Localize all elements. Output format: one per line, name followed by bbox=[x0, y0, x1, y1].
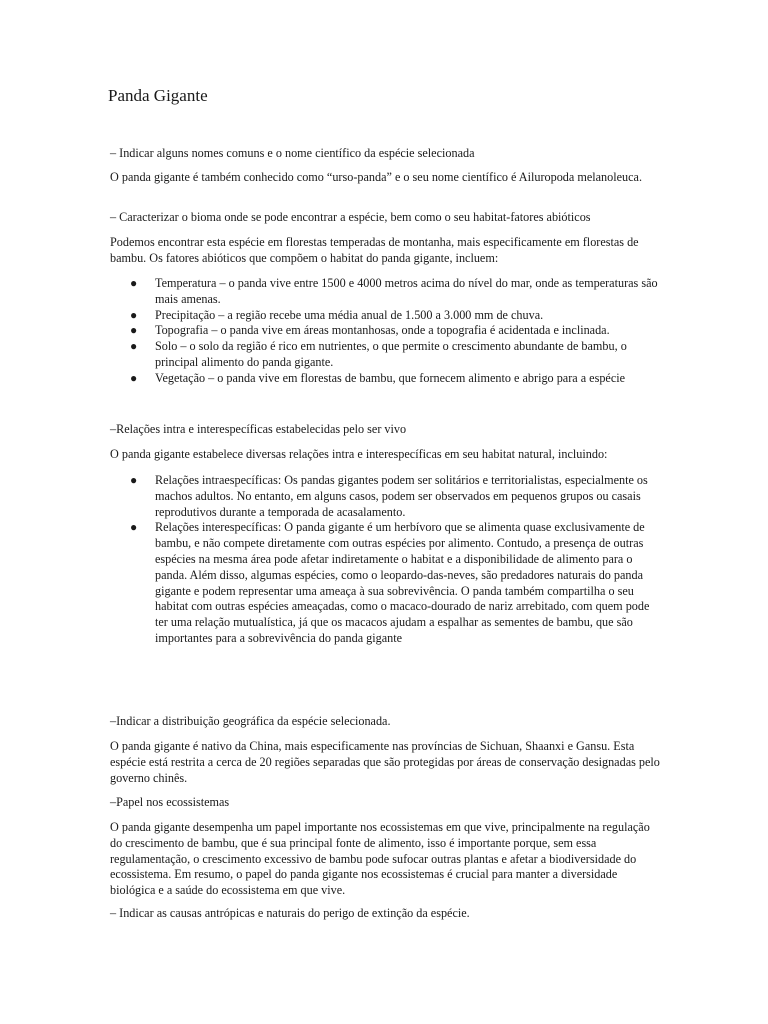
relations-list bbox=[110, 473, 665, 647]
list-item: ● Vegetação – o panda vive em florestas de bambu, que fornecem alimento e abrigo para a espécie bbox=[130, 370, 626, 385]
bullet-icon: ● bbox=[130, 339, 138, 354]
question-distribution: –Indicar a distribuição geográfica da espécie selecionada. bbox=[110, 714, 391, 728]
list-item: ● Temperatura – o panda vive entre 1500 e 4000 metros acima do nível do mar, onde as temperaturas são mais amenas. bbox=[130, 276, 658, 306]
answer-ecosystem-role: O panda gigante desempenha um papel importante nos ecossistemas em que vive, principalmente na regulação do crescimento de bambu, que é sua principal fonte de alimento, isso é importante porque, sem essa regulamentação, o crescimento excessivo de bambu pode sufocar outras plantas e afetar a biodiversidade do ecossistema. Em resumo, o papel do panda gigante nos ecossistemas é crucial para manter a diversidade biológica e a saúde do ecossistema em que vive. bbox=[110, 820, 650, 898]
bullet-icon: ● bbox=[130, 276, 138, 290]
bullet-icon: ● bbox=[130, 323, 138, 338]
list-item: ● Relações interespecíficas: O panda gigante é um herbívoro que se alimenta quase exclusivamente de bambu, e não compete diretamente com outras espécies por alimento. Contudo, a presença de outras espécies na mesma área pode afetar indiretamente o habitat e a disponibilidade de alimento para o panda. Além disso, algumas espécies, como o leopardo-das-neves, são predadores naturais do panda gigante e podem representar uma ameaça à sua sobrevivência. O panda também compartilha o seu habitat com outras espécies ameaçadas, como o macaco-dourado de nariz arrebitado, com quem pode ter uma relação mutualística, já que os macacos ajudam a espalhar as sementes de bambu, que são importantes para a sobrevivência do panda gigante bbox=[130, 520, 650, 645]
answer-distribution: O panda gigante é nativo da China, mais especificamente nas províncias de Sichuan, Shaanxi e Gansu. Esta espécie está restrita a cerca de 20 regiões separadas que são protegidas por áreas de conservação designadas pelo governo chinês. bbox=[110, 739, 660, 785]
list-item: ● Solo – o solo da região é rico em nutrientes, o que permite o crescimento abundante de bambu, o principal alimento do panda gigante. bbox=[130, 339, 627, 369]
question-ecosystem-role: –Papel nos ecossistemas bbox=[110, 795, 230, 809]
bullet-icon: ● bbox=[130, 520, 138, 535]
list-item: ● Relações intraespecíficas: Os pandas gigantes podem ser solitários e territorialistas, especialmente os machos adultos. No entanto, em alguns casos, podem ser observados em pequenos grupos ou casais reprodutivos durante a temporada de acasalamento. bbox=[130, 473, 648, 519]
abiotic-factors-list bbox=[110, 276, 665, 387]
answer-relations: O panda gigante estabelece diversas relações intra e interespecíficas em seu habitat natural, incluindo: bbox=[110, 447, 608, 461]
document-title: Panda Gigante bbox=[108, 86, 208, 105]
answer-common-names: O panda gigante é também conhecido como “urso-panda” e o seu nome científico é Ailuropoda melanoleuca. bbox=[110, 170, 642, 184]
bullet-icon: ● bbox=[130, 307, 138, 322]
bullet-icon: ● bbox=[130, 370, 138, 385]
answer-biome: Podemos encontrar esta espécie em florestas temperadas de montanha, mais especificamente em florestas de bambu. Os fatores abióticos que compõem o habitat do panda gigante, incluem: bbox=[110, 235, 639, 265]
question-relations: –Relações intra e interespecíficas estabelecidas pelo ser vivo bbox=[110, 422, 407, 436]
question-extinction-causes: – Indicar as causas antrópicas e naturais do perigo de extinção da espécie. bbox=[110, 906, 470, 920]
list-item: ● Topografia – o panda vive em áreas montanhosas, onde a topografia é acidentada e inclinada. bbox=[130, 323, 610, 338]
question-biome: – Caracterizar o bioma onde se pode encontrar a espécie, bem como o seu habitat-fatores abióticos bbox=[110, 210, 591, 224]
bullet-icon: ● bbox=[130, 473, 138, 487]
question-common-names: – Indicar alguns nomes comuns e o nome científico da espécie selecionada bbox=[110, 146, 475, 160]
list-item: ● Precipitação – a região recebe uma média anual de 1.500 a 3.000 mm de chuva. bbox=[130, 307, 544, 322]
